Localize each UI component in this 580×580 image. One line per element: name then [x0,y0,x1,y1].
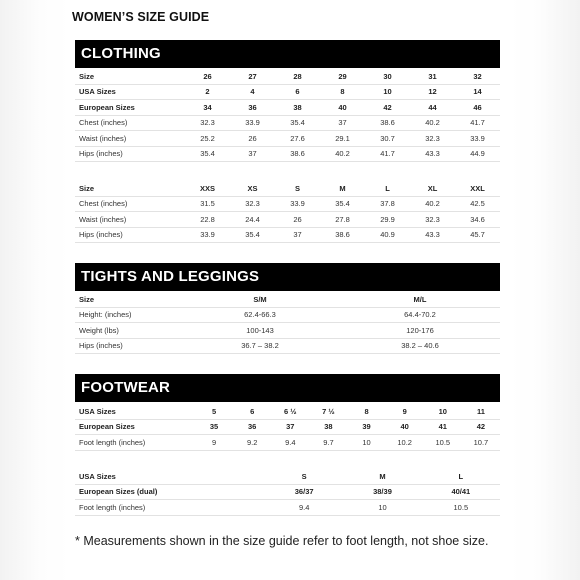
table-cell: 40.2 [320,146,365,162]
table-cell: 9.4 [271,435,309,451]
table-cell: 62.4-66.3 [180,307,340,323]
table-cell: 32.3 [410,212,455,228]
table-row [75,115,500,131]
footnote: * Measurements shown in the size guide refer to foot length, not shoe size. [75,534,489,548]
table-cell: M [320,181,365,196]
row-label: Waist (inches) [75,212,185,228]
footwear-size-table [75,404,500,451]
table-cell: 32 [455,69,500,84]
table-row [75,323,500,339]
table-row [75,227,500,243]
table-cell: M/L [340,292,500,307]
table-cell: 37 [275,227,320,243]
tights-size-table [75,292,500,354]
table-cell: 35.4 [275,115,320,131]
row-label: Weight (lbs) [75,323,180,339]
table-row [75,84,500,100]
table-row [75,338,500,354]
table-cell: 120-176 [340,323,500,339]
table-row [75,469,500,484]
table-cell: 35 [195,419,233,435]
table-cell: XS [230,181,275,196]
table-cell: 27 [230,69,275,84]
table-cell: 38 [309,419,347,435]
table-row [75,212,500,228]
table-cell: 36/37 [265,484,343,500]
table-cell: 30.7 [365,131,410,147]
row-label: Hips (inches) [75,146,185,162]
table-cell: M [343,469,421,484]
clothing-letter-size-table [75,181,500,243]
table-cell: 9 [386,404,424,419]
table-cell: 10.5 [422,500,500,516]
table-cell: L [422,469,500,484]
table-cell: 40 [386,419,424,435]
table-cell: 38.6 [320,227,365,243]
table-cell: 31.5 [185,196,230,212]
table-cell: L [365,181,410,196]
table-cell: 40.2 [410,115,455,131]
table-cell: 39 [348,419,386,435]
table-row [75,419,500,435]
table-cell: 43.3 [410,227,455,243]
table-cell: 4 [230,84,275,100]
table-row [75,307,500,323]
row-label: European Sizes [75,419,195,435]
table-cell: 36 [233,419,271,435]
table-cell: 10 [424,404,462,419]
table-cell: S [265,469,343,484]
row-label: Chest (inches) [75,196,185,212]
table-row [75,404,500,419]
table-cell: 42 [462,419,500,435]
table-row [75,131,500,147]
table-cell: 10.2 [386,435,424,451]
table-cell: 32.3 [410,131,455,147]
table-cell: 44 [410,100,455,116]
table-cell: 26 [185,69,230,84]
table-cell: 41 [424,419,462,435]
table-cell: 33.9 [275,196,320,212]
table-cell: 25.2 [185,131,230,147]
table-cell: XL [410,181,455,196]
table-cell: XXS [185,181,230,196]
table-cell: 45.7 [455,227,500,243]
table-cell: 35.4 [185,146,230,162]
table-cell: 31 [410,69,455,84]
row-label: USA Sizes [75,84,185,100]
row-label: Waist (inches) [75,131,185,147]
table-cell: 37.8 [365,196,410,212]
table-cell: 12 [410,84,455,100]
row-label: Hips (inches) [75,227,185,243]
table-cell: 30 [365,69,410,84]
table-cell: 38/39 [343,484,421,500]
table-cell: 27.6 [275,131,320,147]
table-cell: 11 [462,404,500,419]
table-cell: 37 [230,146,275,162]
table-cell: XXL [455,181,500,196]
table-cell: 34.6 [455,212,500,228]
table-cell: 36 [230,100,275,116]
table-cell: 38 [275,100,320,116]
table-cell: 36.7 – 38.2 [180,338,340,354]
table-cell: 40 [320,100,365,116]
table-cell: 26 [275,212,320,228]
table-cell: 35.4 [320,196,365,212]
table-row [75,196,500,212]
table-cell: 44.9 [455,146,500,162]
footwear-dual-size-table [75,469,500,516]
table-cell: 29.9 [365,212,410,228]
table-cell: 38.6 [275,146,320,162]
table-cell: 9.7 [309,435,347,451]
table-cell: 33.9 [455,131,500,147]
table-cell: 40.2 [410,196,455,212]
row-label: USA Sizes [75,469,265,484]
table-row [75,292,500,307]
clothing-section-header: CLOTHING [75,40,500,68]
table-cell: 35.4 [230,227,275,243]
table-cell: 33.9 [185,227,230,243]
table-cell: 28 [275,69,320,84]
row-label: European Sizes (dual) [75,484,265,500]
row-label: Height: (inches) [75,307,180,323]
table-cell: 24.4 [230,212,275,228]
table-cell: 29 [320,69,365,84]
table-row [75,435,500,451]
table-cell: 10.7 [462,435,500,451]
table-cell: 8 [320,84,365,100]
table-cell: 40.9 [365,227,410,243]
row-label: Size [75,69,185,84]
table-row [75,500,500,516]
row-label: Foot length (inches) [75,500,265,516]
table-cell: S [275,181,320,196]
tights-section-header: TIGHTS AND LEGGINGS [75,263,500,291]
table-cell: 34 [185,100,230,116]
table-cell: 10 [365,84,410,100]
table-row [75,181,500,196]
table-cell: 26 [230,131,275,147]
table-cell: 6 ½ [271,404,309,419]
table-cell: 40/41 [422,484,500,500]
table-cell: 7 ½ [309,404,347,419]
table-cell: 37 [320,115,365,131]
table-cell: 41.7 [365,146,410,162]
table-cell: 32.3 [185,115,230,131]
table-cell: 2 [185,84,230,100]
row-label: Hips (inches) [75,338,180,354]
row-label: Size [75,292,180,307]
row-label: Foot length (inches) [75,435,195,451]
table-cell: 10.5 [424,435,462,451]
table-cell: 38.6 [365,115,410,131]
table-cell: 32.3 [230,196,275,212]
table-cell: 6 [275,84,320,100]
table-cell: S/M [180,292,340,307]
table-cell: 10 [343,500,421,516]
table-cell: 27.8 [320,212,365,228]
table-cell: 42.5 [455,196,500,212]
table-row [75,484,500,500]
table-cell: 5 [195,404,233,419]
clothing-numeric-size-table [75,69,500,162]
table-cell: 100-143 [180,323,340,339]
table-cell: 46 [455,100,500,116]
table-cell: 37 [271,419,309,435]
table-row [75,100,500,116]
table-cell: 6 [233,404,271,419]
table-row [75,146,500,162]
table-cell: 43.3 [410,146,455,162]
table-cell: 10 [348,435,386,451]
table-cell: 33.9 [230,115,275,131]
row-label: Chest (inches) [75,115,185,131]
table-cell: 8 [348,404,386,419]
footwear-section-header: FOOTWEAR [75,374,500,402]
row-label: European Sizes [75,100,185,116]
table-cell: 14 [455,84,500,100]
table-cell: 42 [365,100,410,116]
table-cell: 9.2 [233,435,271,451]
table-cell: 9 [195,435,233,451]
table-cell: 9.4 [265,500,343,516]
table-cell: 22.8 [185,212,230,228]
page-title: WOMEN’S SIZE GUIDE [72,10,210,24]
table-row [75,69,500,84]
table-cell: 29.1 [320,131,365,147]
table-cell: 38.2 – 40.6 [340,338,500,354]
row-label: Size [75,181,185,196]
row-label: USA Sizes [75,404,195,419]
table-cell: 64.4-70.2 [340,307,500,323]
table-cell: 41.7 [455,115,500,131]
